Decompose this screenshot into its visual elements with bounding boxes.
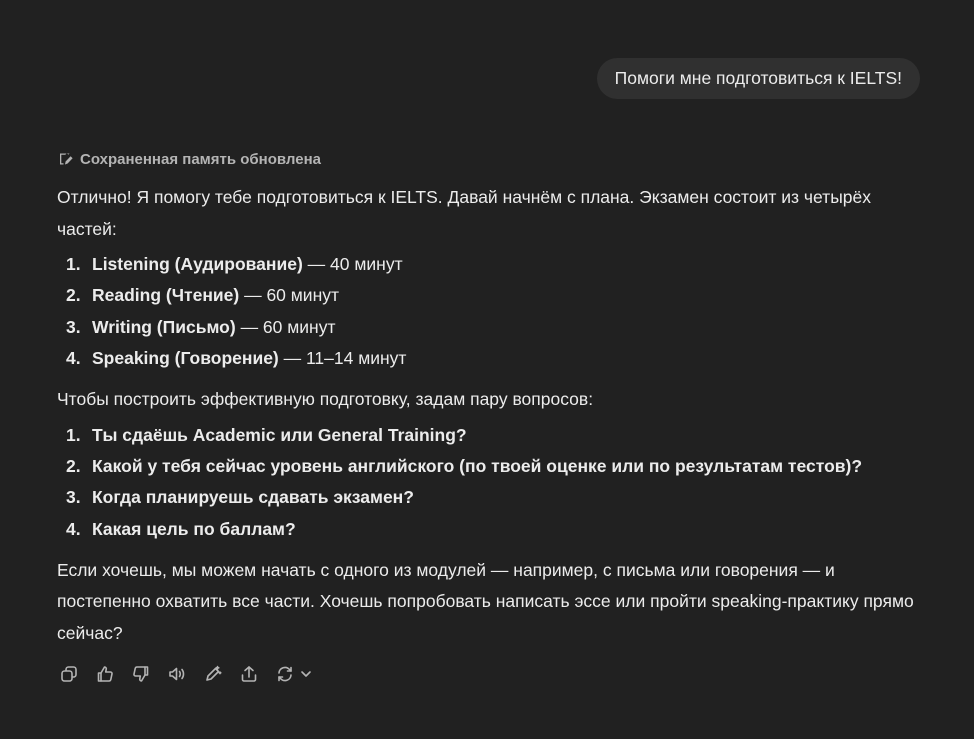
part-duration: — 40 минут: [302, 254, 403, 274]
list-number: 1.: [66, 424, 81, 445]
part-name: Listening (Аудирование): [92, 254, 303, 274]
intro-paragraph: Отлично! Я помогу тебе подготовиться к IELTS. Давай начнём с плана. Экзамен состоит из четырёх частей:: [57, 187, 871, 239]
copy-icon[interactable]: [57, 662, 81, 686]
read-aloud-icon[interactable]: [165, 662, 189, 686]
list-item: [57, 482, 917, 513]
list-number: 4.: [66, 347, 81, 368]
part-name: Reading (Чтение): [92, 285, 240, 306]
question-text: Когда планируешь сдавать экзамен?: [92, 487, 414, 508]
thumbs-up-icon[interactable]: [93, 662, 117, 686]
memory-icon: [57, 151, 73, 167]
list-number: 1.: [66, 254, 81, 274]
questions-list: [57, 420, 917, 545]
exam-parts-list: [57, 249, 917, 374]
part-duration: — 60 минут: [239, 285, 340, 306]
part-duration: — 60 минут: [235, 316, 336, 337]
regenerate-button[interactable]: [273, 662, 313, 686]
list-item: [57, 280, 917, 311]
share-icon[interactable]: [237, 662, 261, 686]
part-duration: — 11–14 минут: [278, 347, 407, 368]
chevron-down-icon: [299, 667, 313, 681]
list-number: 4.: [66, 518, 81, 539]
list-item: [57, 451, 917, 482]
memory-note-label: Сохраненная память обновлена: [80, 150, 321, 168]
regenerate-icon: [273, 662, 297, 686]
list-number: 3.: [66, 487, 81, 508]
question-text: Какой у тебя сейчас уровень английского (по твоей оценке или по результатам тестов)?: [92, 455, 863, 476]
assistant-message: [57, 148, 917, 649]
thumbs-down-icon[interactable]: [129, 662, 153, 686]
list-item: [57, 312, 917, 343]
question-text: Ты сдаёшь Academic или General Training?: [92, 424, 467, 445]
edit-icon[interactable]: [201, 662, 225, 686]
outro-paragraph: Если хочешь, мы можем начать с одного из модулей — например, с письма или говорения — и постепенно охватить все части. Хочешь попробовать написать эссе или пройти speaking-практику прямо сейчас?: [57, 559, 914, 643]
user-message-bubble: Помоги мне подготовиться к IELTS!: [597, 58, 920, 99]
list-number: 3.: [66, 316, 81, 337]
message-actions-toolbar: [57, 662, 313, 686]
list-item: [57, 343, 917, 374]
question-text: Какая цель по баллам?: [92, 518, 296, 539]
list-number: 2.: [66, 285, 81, 306]
list-item: [57, 249, 917, 280]
part-name: Speaking (Говорение): [92, 347, 279, 368]
memory-updated-note[interactable]: [57, 148, 917, 170]
list-item: [57, 420, 917, 451]
list-item: [57, 514, 917, 545]
questions-intro-paragraph: Чтобы построить эффективную подготовку, задам пару вопросов:: [57, 389, 594, 410]
part-name: Writing (Письмо): [92, 316, 236, 337]
list-number: 2.: [66, 455, 81, 476]
